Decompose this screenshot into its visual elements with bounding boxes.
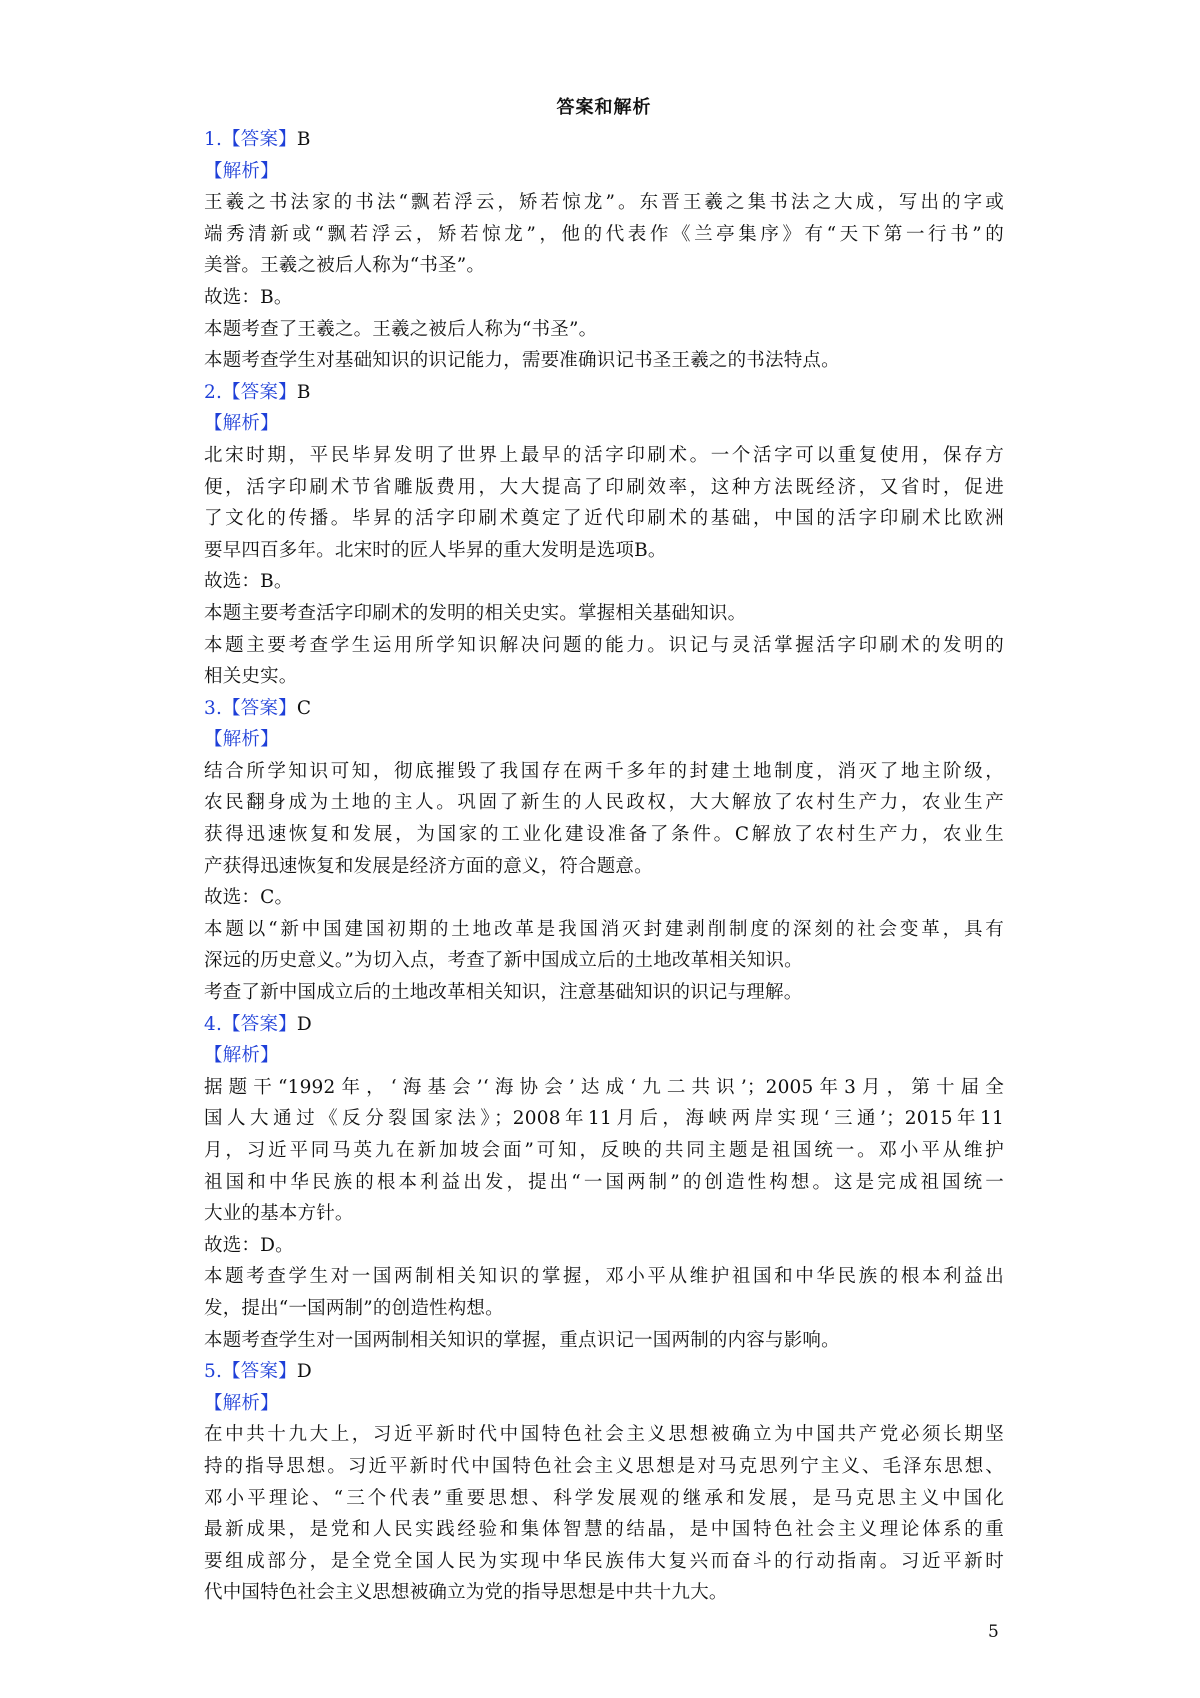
analysis-text-line: 本题考查学生对一国两制相关知识的掌握，邓小平从维护祖国和中华民族的根本利益出 [204,1266,1004,1288]
analysis-text-line: 农民翻身成为土地的主人。巩固了新生的人民政权，大大解放了农村生产力，农业生产 [204,792,1004,814]
analysis-text-line: 端秀清新或“飘若浮云，矫若惊龙”，他的代表作《兰亭集序》有“天下第一行书”的 [204,223,1004,245]
analysis-text-line: 本题主要考查学生运用所学知识解决问题的能力。识记与灵活掌握活字印刷术的发明的 [204,634,1004,656]
analysis-text-line: 月，习近平同马英九在新加坡会面”可知，反映的共同主题是祖国统一。邓小平从维护 [204,1140,1004,1161]
analysis-label: 【解析】 [204,1045,279,1067]
analysis-text-line: 王羲之书法家的书法“飘若浮云，矫若惊龙”。东晋王羲之集书法之大成，写出的字或 [204,192,1004,214]
analysis-text-line: 结合所学知识可知，彻底摧毁了我国存在两千多年的封建土地制度，消灭了地主阶级， [204,760,1004,782]
answer-list [204,124,1004,1609]
analysis-text-line: 本题考查了王羲之。王羲之被后人称为“书圣”。 [204,318,598,340]
analysis-text-line: 代中国特色社会主义思想被确立为党的指导思想是中共十九大。 [204,1582,728,1604]
analysis-text-line: 故选：C。 [204,887,294,909]
analysis-text-line: 要早四百多年。北宋时的匠人毕昇的重大发明是选项B。 [204,539,667,561]
page-number: 5 [988,1622,999,1642]
analysis-label: 【解析】 [204,729,279,751]
analysis-text-line: 本题考查学生对基础知识的识记能力，需要准确识记书圣王羲之的书法特点。 [204,350,840,372]
question-block [204,693,1004,1009]
answer-value: D [296,1361,312,1383]
answer-line [204,693,1004,725]
analysis-text-line: 故选：B。 [204,286,293,308]
analysis-text-line: 美誉。王羲之被后人称为“书圣”。 [204,255,486,277]
analysis-text-line: 本题以“新中国建国初期的土地改革是我国消灭封建剥削制度的深刻的社会变革，具有 [204,918,1004,940]
analysis-text-line: 考查了新中国成立后的土地改革相关知识，注意基础知识的识记与理解。 [204,982,803,1004]
analysis-text-line: 相关史实。 [204,666,298,688]
analysis-text-line: 北宋时期，平民毕昇发明了世界上最早的活字印刷术。一个活字可以重复使用，保存方 [204,444,1004,466]
question-block [204,377,1004,693]
answer-label: 5.【答案】 [204,1361,297,1383]
answer-value: D [296,1013,312,1035]
answer-label: 3.【答案】 [204,697,297,719]
analysis-text-line: 产获得迅速恢复和发展是经济方面的意义，符合题意。 [204,855,653,877]
answer-label: 2.【答案】 [204,381,297,403]
analysis-text-line: 本题主要考查活字印刷术的发明的相关史实。掌握相关基础知识。 [204,602,747,624]
analysis-text-line: 要组成部分，是全党全国人民为实现中华民族伟大复兴而奋斗的行动指南。习近平新时 [204,1550,1004,1572]
document-page [204,92,1004,1609]
analysis-text-line: 深远的历史意义。”为切入点，考查了新中国成立后的土地改革相关知识。 [204,950,803,972]
analysis-text-line: 故选：B。 [204,571,293,593]
analysis-text-line: 故选：D。 [204,1234,294,1256]
answer-value: B [296,129,311,150]
analysis-text-line: 了文化的传播。毕昇的活字印刷术奠定了近代印刷术的基础，中国的活字印刷术比欧洲 [204,508,1004,530]
analysis-text-line: 祖国和中华民族的根本利益出发，提出“一国两制”的创造性构想。这是完成祖国统一 [204,1171,1004,1193]
analysis-text-line: 国人大通过《反分裂国家法》；2008年11月后，海峡两岸实现‘三通’；2015年11 [204,1108,1004,1130]
question-block [204,1009,1004,1357]
answer-value: B [296,381,311,403]
answer-line [204,1356,1004,1388]
analysis-text-line: 最新成果，是党和人民实践经验和集体智慧的结晶，是中国特色社会主义理论体系的重 [204,1519,1004,1541]
question-block [204,1356,1004,1609]
analysis-label: 【解析】 [204,160,279,182]
analysis-text-line: 获得迅速恢复和发展，为国家的工业化建设准备了条件。C解放了农村生产力，农业生 [204,824,1004,846]
analysis-text-line: 持的指导思想。习近平新时代中国特色社会主义思想是对马克思列宁主义、毛泽东思想、 [204,1455,1004,1477]
analysis-text-line: 邓小平理论、“三个代表”重要思想、科学发展观的继承和发展，是马克思主义中国化 [204,1487,1004,1509]
document-title: 答案和解析 [556,97,652,118]
analysis-text-line: 便，活字印刷术节省雕版费用，大大提高了印刷效率，这种方法既经济，又省时，促进 [204,476,1004,498]
answer-label: 4.【答案】 [204,1013,297,1035]
answer-line [204,124,1004,156]
answer-line [204,377,1004,409]
answer-label: 1.【答案】 [204,129,297,150]
answer-value: C [296,697,312,719]
answer-line [204,1009,1004,1041]
analysis-text-line: 发，提出“一国两制”的创造性构想。 [204,1297,504,1319]
analysis-text-line: 在中共十九大上，习近平新时代中国特色社会主义思想被确立为中国共产党必须长期坚 [204,1424,1004,1446]
analysis-label: 【解析】 [204,1392,279,1414]
question-block [204,124,1004,377]
analysis-text-line: 据题干“1992年，‘海基会’‘海协会’达成‘九二共识’；2005年3月，第十届全 [204,1076,1004,1098]
analysis-text-line: 大业的基本方针。 [204,1203,354,1225]
analysis-label: 【解析】 [204,413,279,435]
analysis-text-line: 本题考查学生对一国两制相关知识的掌握，重点识记一国两制的内容与影响。 [204,1329,840,1351]
